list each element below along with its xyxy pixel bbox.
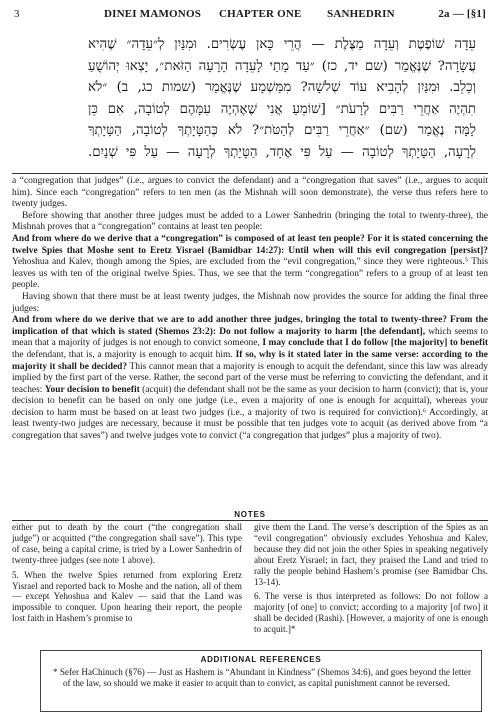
hebrew-line: עֵדָה שׁוֹפֶטֶת וְעֵדָה מַצֶּלֶת — הֲרֵי כָּאן עֶשְׂרִים. וּמִנַּיִן לְ״עֵדָה״ שֶׁהִיא — [88, 37, 476, 52]
notes-heading: NOTES — [234, 510, 266, 519]
translation-bold-text: And from where do we derive that a “congregation” is composed of at least ten people? For it is stated concerning the twelve Spies that Moshe sent to Eretz Yisrael (Bamidbar 14:27): Until when will this evil congregation [persist]? — [12, 233, 488, 256]
translation-paragraph — [12, 234, 488, 292]
translation-text: This cannot mean that a majority is enough to acquit the defendant, since this law was already implied by the first part of the verse. Rather, the second part of the verse must be referring to convicting the defendant, and it teaches: — [12, 361, 488, 395]
english-translation — [12, 176, 488, 443]
additional-reference-entry: * Sefer HaChinuch (§76) — Just as Hashem is “Abundant in Kindness” (Shemos 34:6), and goes beyond the letter of the law, so should we make it easier to acquit than to convict, as capital punishment cannot be reversed. — [53, 667, 471, 688]
translation-text: Yehoshua and Kalev, though among the Spies, are excluded from the “evil congregation,” since they were righteous.⁵ This leaves us with ten of the original twelve Spies. Thus, we see that the term “congregation” refers to a group of at least ten people. — [12, 257, 488, 291]
translation-bold-text: I may conclude that I do follow [the majority] to benefit — [262, 338, 488, 349]
hebrew-line: וְכָלֵב. וּמִנַּיִן לְהָבִיא עוֹד שְׁלֹשָׁה? מִמַּשְׁמָע שֶׁנֶּאֱמַר (שמות כג, ב) ״לֹא — [88, 80, 476, 95]
hebrew-line: לְרָעָה, הַטָּיָתְךָ לְטוֹבָה — עַל פִּי אֶחָד, הַטָּיָתְךָ לְרָעָה — עַל פִּי שְׁנַיִם. — [88, 144, 476, 160]
hebrew-source-text — [88, 34, 476, 163]
running-header — [12, 8, 488, 24]
note-text: give them the Land. The verse’s description of the Spies as an “evil congregation” obviously excludes Yehoshua and Kalev, because they did not join the other Spies in speaking negatively about Eretz Yisrael; in fact, they praised the Land and tried to rally the people behind Hashem’s promise (see Bamidbar Chs. 13-14). — [254, 522, 488, 587]
translation-bold-text: And from where do we derive that we are to add another three judges, bringing the total to twenty-three? From the implication of that which is stated (Shemos 23:2): Do not follow a majority to harm [the defendant], — [12, 315, 488, 337]
tractate-title: SANHEDRIN — [327, 8, 395, 20]
note-6: 6. The verse is thus interpreted as follows: Do not follow a majority [of one] to convict; according to a majority [of two] it shall be decided (Rashi). [However, a majority of one is enough to acquit.]* — [254, 591, 488, 635]
translation-text: (acquit) the defendant shall not be the same as your decision to harm (convict); that is, your decision to benefit can be based on only one judge (i.e., even a majority of one is enough for acquittal), whereas your decision to harm must be based on at least two judges (i.e., a majority of two is required for conviction).⁶ Accordingly, at least twenty-two judges are necessary, because it must be possible that ten judges vote to acquit (as derived above from “a congregation that saves”) and twelve judges vote to convict (“a congregation that judges” plus a majority of two). — [12, 384, 488, 442]
notes-column-right — [254, 522, 488, 639]
translation-bold-text: Your decision to benefit — [44, 384, 140, 395]
daf-reference: 2a — [§1] — [438, 8, 486, 20]
translation-text: which seems to mean that a majority of judges is not enough to convict someone, — [12, 326, 489, 349]
book-title: DINEI MAMONOS — [104, 8, 202, 20]
hebrew-line: תִהְיֶה אַחֲרֵי רַבִּים לְרָעֹת״ [שׁוֹמֵעַ אֲנִי שֶׁאֶהְיֶה עִמָּהֶם לְטוֹבָה, אִם כֵּן — [88, 101, 476, 117]
additional-references-heading: ADDITIONAL REFERENCES — [200, 655, 322, 664]
additional-references-box — [40, 650, 482, 712]
divider-rule — [12, 173, 488, 174]
translation-bold-text: If so, why is it stated later in the same verse: according to the majority it shall be decided? — [12, 349, 488, 372]
note-5: 5. When the twelve Spies returned from exploring Eretz Yisrael and reported back to Moshe and the nation, all of them — except Yehoshua and Kalev — said that the Land was impossible to conquer. Upon hearing their report, the people lost faith in Hashem’s promise to — [12, 569, 242, 624]
notes-divider — [12, 520, 488, 521]
hebrew-line: עֲשָׂרָה? שֶׁנֶּאֱמַר (שם יד, כז) ״עַד מָתַי לָעֵדָה הָרָעָה הַזֹּאת״, יָצְאוּ יְהוֹשֻׁעַ — [88, 58, 476, 74]
hebrew-line: לָמָּה נֶאֱמַר (שם) ״אַחֲרֵי רַבִּים לְהַטֹּת״? לֹא כְּהַטָּיָתְךָ לְטוֹבָה, הַטָּיָתְךָ — [88, 123, 476, 138]
chapter-title: CHAPTER ONE — [219, 8, 302, 20]
translation-paragraph: Having shown that there must be at least twenty judges, the Mishnah now provides the source for adding the final three judges: — [12, 291, 488, 314]
translation-paragraph: a “congregation that judges” (i.e., argues to convict the defendant) and a “congregation that saves” (i.e., argues to acquit him). Since each “congregation” refers to ten men (as the Mishnah will soon demonstrate), the verse thus refers here to twenty judges. — [12, 176, 488, 210]
translation-paragraph — [12, 315, 488, 443]
notes-column-left — [12, 522, 242, 628]
translation-paragraph: Before showing that another three judges must be added to a Lower Sanhedrin (bringing the total to twenty-three), the Mishnah proves that a “congregation” contains at least ten people: — [12, 210, 488, 233]
page-number: 3 — [14, 8, 20, 20]
note-text: either put to death by the court (“the congregation shall judge”) or acquitted (“the congregation shall save”). This type of case, being a capital crime, is tried by a Lower Sanhedrin of twenty-three judges (see note 1 above). — [12, 522, 242, 565]
translation-text: the defendant, that is, a majority is enough to acquit him. — [12, 349, 236, 360]
